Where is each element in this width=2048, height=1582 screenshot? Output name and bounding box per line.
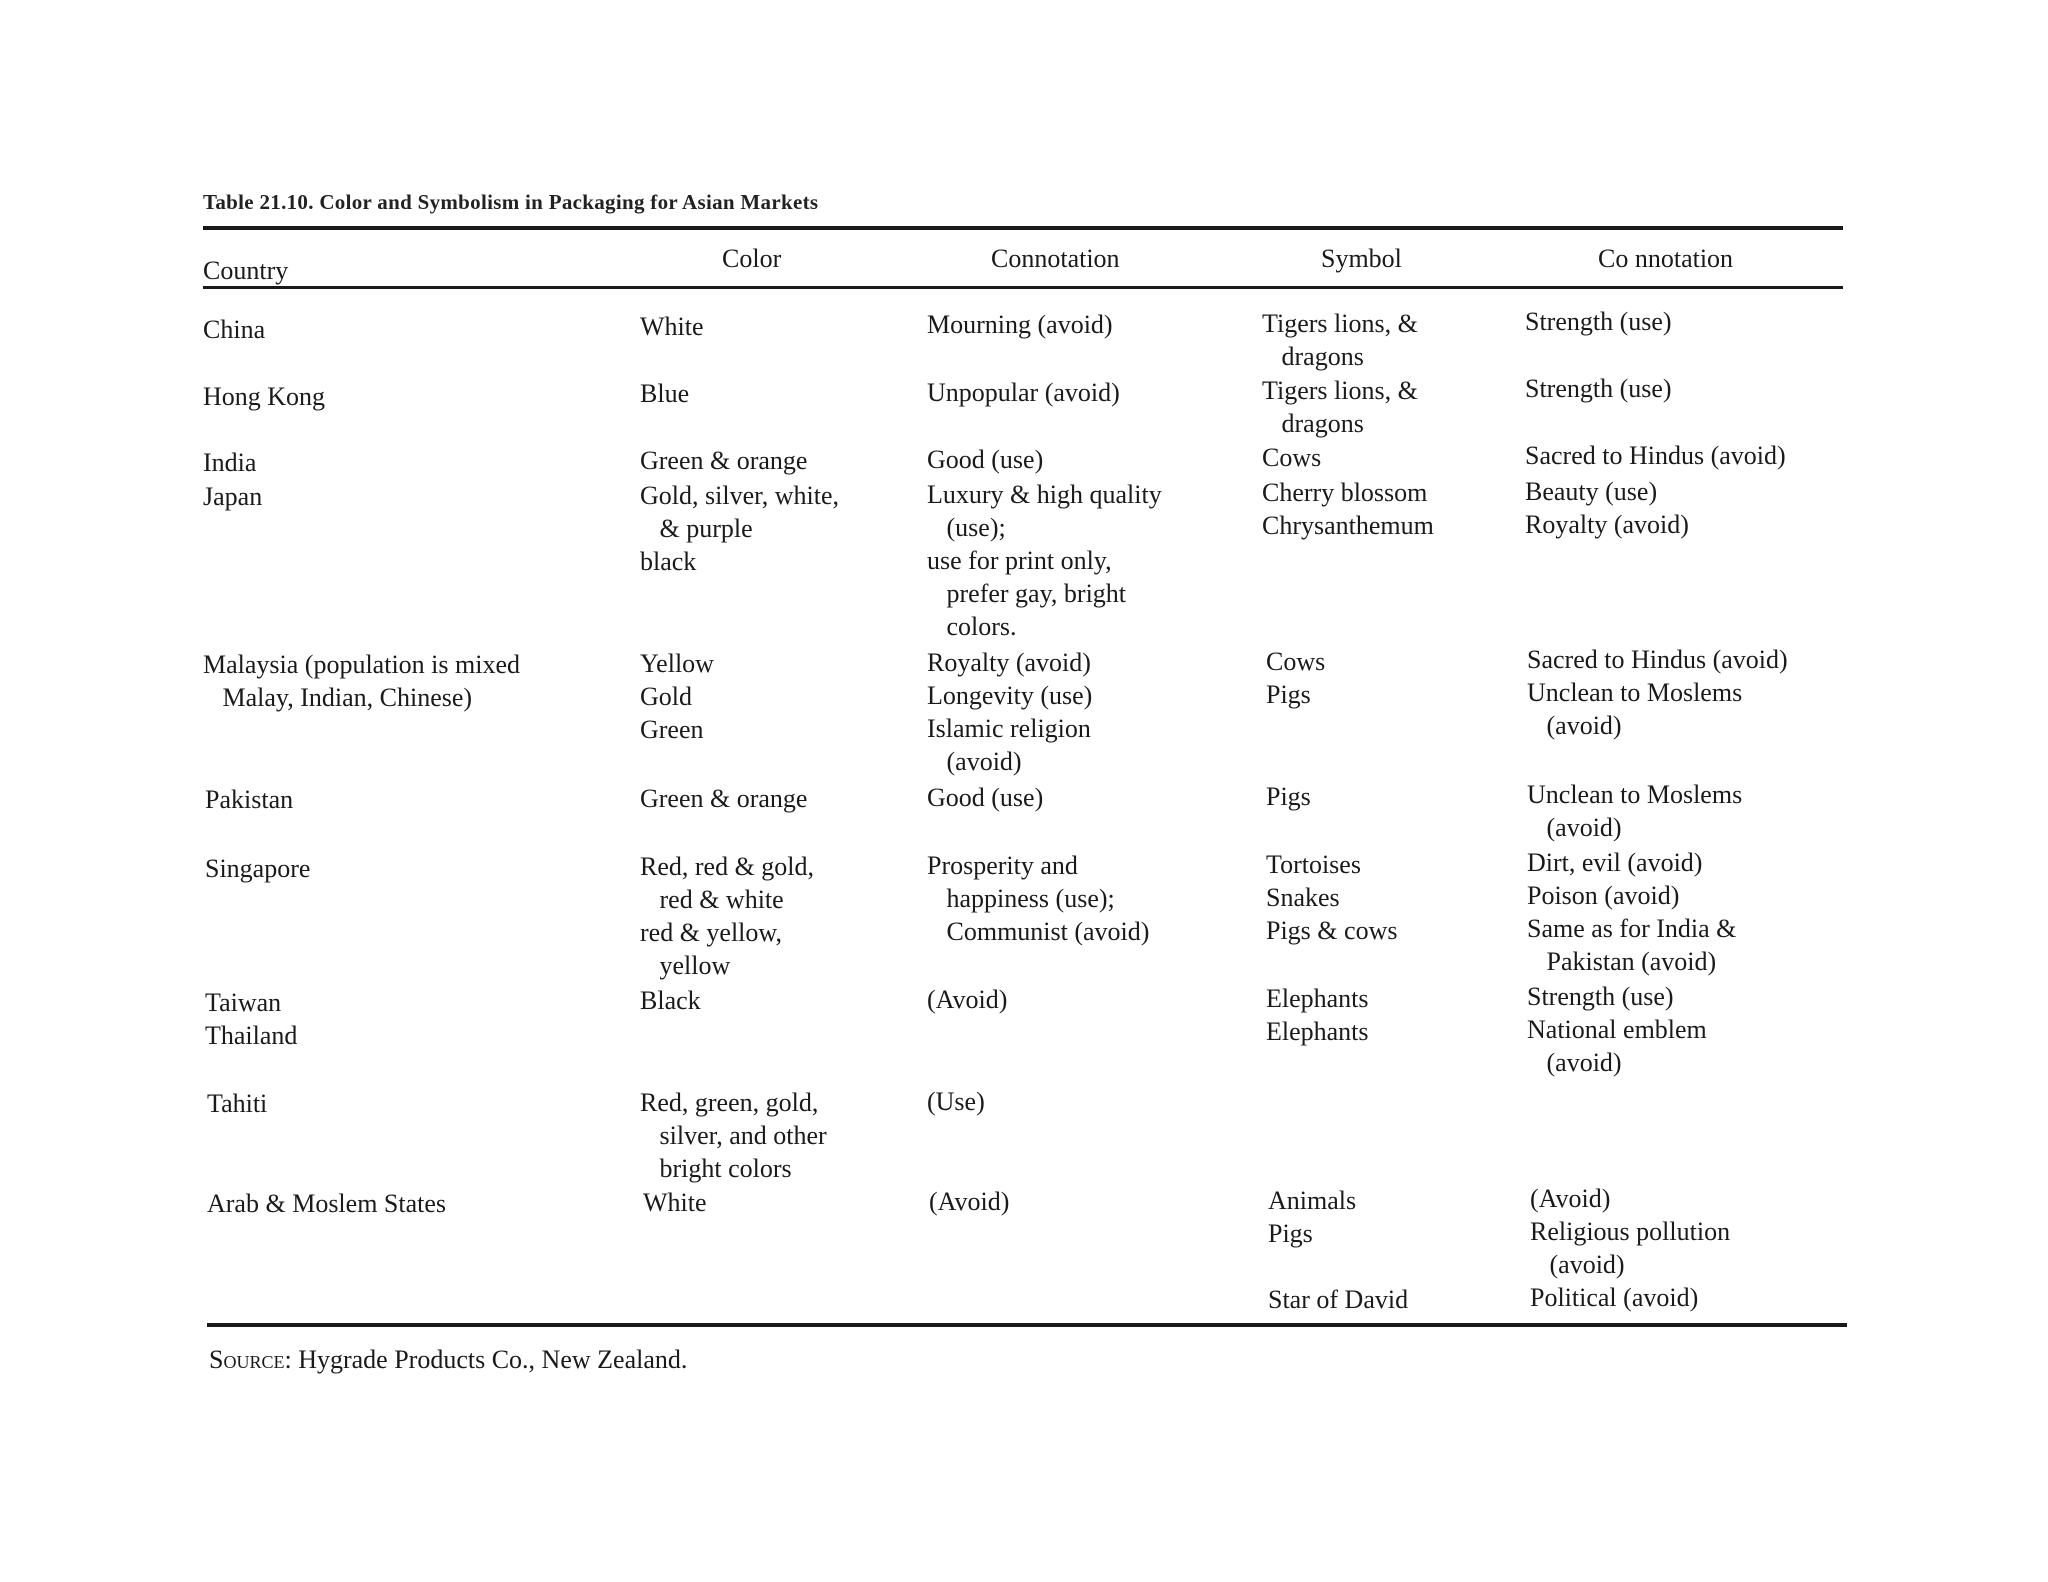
cell-symbol: Cherry blossom Chrysanthemum [1262,478,1434,540]
cell-color: Gold, silver, white, & purple black [640,481,839,576]
cell-color-connotation: Mourning (avoid) [927,310,1113,339]
cell-symbol: Tigers lions, & dragons [1262,309,1418,371]
cell-color-connotation: Good (use) [927,783,1044,812]
top-rule [203,226,1843,230]
cell-symbol-connotation: (Avoid) Religious pollution (avoid) Political (avoid) [1530,1184,1731,1312]
cell-symbol: Elephants Elephants [1266,984,1369,1046]
cell-color-connotation: (Avoid) [929,1187,1010,1216]
cell-symbol-connotation: Strength (use) [1525,307,1672,336]
cell-symbol: Tigers lions, & dragons [1262,376,1418,438]
cell-color: White [640,312,704,341]
cell-color: White [643,1188,707,1217]
header-color: Color [722,244,782,273]
cell-color: Red, red & gold, red & white red & yellow, yellow [640,852,815,980]
cell-symbol-connotation: Sacred to Hindus (avoid) Unclean to Moslems (avoid) [1527,645,1788,740]
cell-color: Blue [640,379,690,408]
cell-color: Green & orange [640,784,808,813]
header-rule [203,286,1843,289]
cell-symbol-connotation: Strength (use) National emblem (avoid) [1527,982,1707,1077]
source-note [209,1345,687,1375]
header-color-connotation: Connotation [991,244,1120,273]
table-title: Table 21.10. Color and Symbolism in Packaging for Asian Markets [203,190,819,214]
cell-symbol: Animals Pigs Star of David [1268,1186,1409,1314]
cell-symbol: Cows Pigs [1266,647,1326,709]
cell-color: Green & orange [640,446,808,475]
cell-symbol: Pigs [1266,782,1311,811]
cell-symbol-connotation: Sacred to Hindus (avoid) [1525,441,1786,470]
cell-color-connotation: Prosperity and happiness (use); Communist (avoid) [927,851,1150,946]
cell-color-connotation: (Use) [927,1087,985,1116]
cell-country: Hong Kong [203,382,326,411]
cell-country: Taiwan Thailand [205,988,298,1050]
cell-symbol-connotation: Beauty (use) Royalty (avoid) [1525,477,1689,539]
cell-color-connotation: (Avoid) [927,985,1008,1014]
cell-color-connotation: Unpopular (avoid) [927,378,1120,407]
cell-color: Yellow Gold Green [640,649,714,744]
cell-symbol: Tortoises Snakes Pigs & cows [1266,850,1398,945]
source-text: Hygrade Products Co., New Zealand. [298,1345,688,1374]
cell-country: Arab & Moslem States [207,1189,447,1218]
cell-symbol-connotation: Unclean to Moslems (avoid) [1527,780,1743,842]
cell-color-connotation: Good (use) [927,445,1044,474]
cell-country: Singapore [205,854,311,883]
header-symbol: Symbol [1321,244,1402,273]
cell-symbol: Cows [1262,443,1322,472]
cell-symbol-connotation: Strength (use) [1525,374,1672,403]
header-country: Country [203,256,289,285]
cell-color: Black [640,986,701,1015]
cell-country: Japan [203,482,263,511]
cell-color-connotation: Royalty (avoid) Longevity (use) Islamic religion (avoid) [927,648,1093,776]
source-label: Source: [209,1345,292,1374]
bottom-rule [207,1323,1847,1327]
cell-country: India [203,448,257,477]
cell-color: Red, green, gold, silver, and other bright colors [640,1088,827,1183]
header-symbol-connotation: Co nnotation [1598,244,1734,273]
cell-country: Pakistan [205,785,294,814]
cell-color-connotation: Luxury & high quality (use); use for print only, prefer gay, bright colors. [927,480,1162,641]
cell-symbol-connotation: Dirt, evil (avoid) Poison (avoid) Same as for India & Pakistan (avoid) [1527,848,1737,976]
cell-country: Malaysia (population is mixed Malay, Indian, Chinese) [203,650,521,712]
cell-country: China [203,315,266,344]
cell-country: Tahiti [207,1089,268,1118]
